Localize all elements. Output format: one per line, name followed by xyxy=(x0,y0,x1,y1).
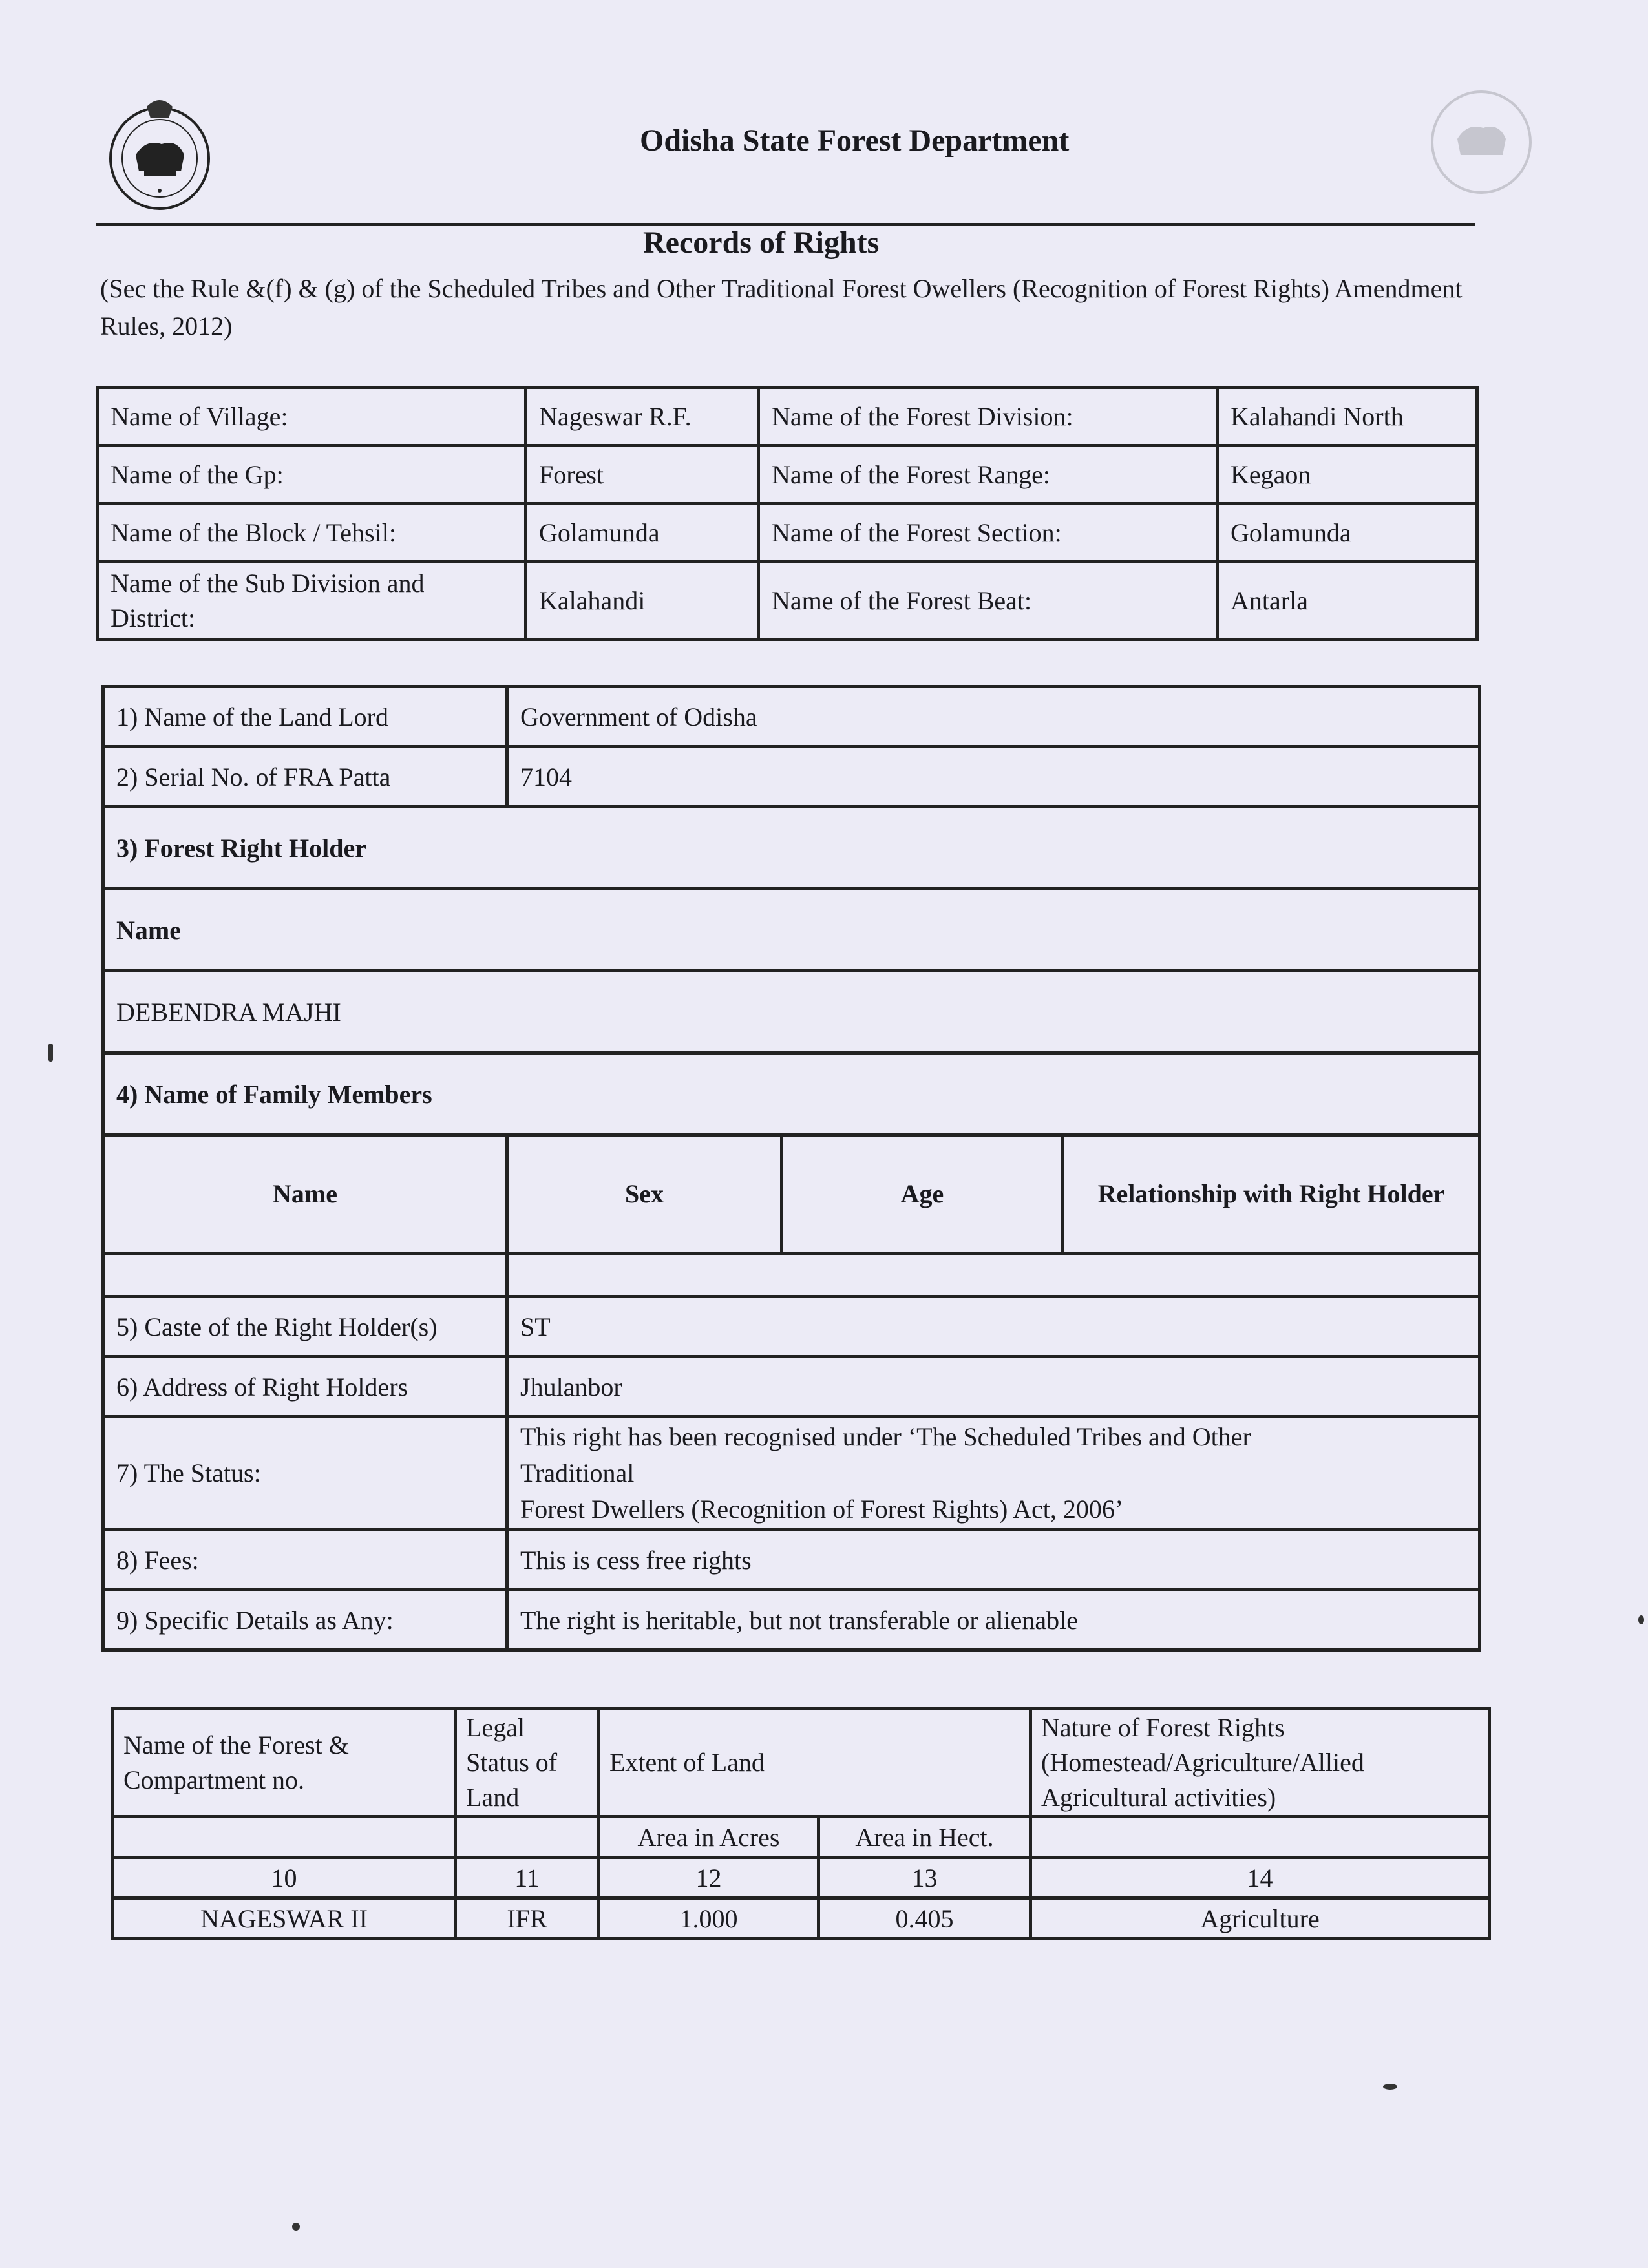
block-value: Golamunda xyxy=(526,504,759,562)
col-number: 10 xyxy=(113,1858,456,1898)
status-label: 7) The Status: xyxy=(103,1417,507,1530)
sub-division-label: Name of the Sub Division and District: xyxy=(98,562,526,640)
area-hect-value: 0.405 xyxy=(819,1898,1031,1939)
village-value: Nageswar R.F. xyxy=(526,388,759,446)
table-row xyxy=(103,1590,1480,1650)
scan-speck xyxy=(48,1044,53,1062)
status-line: Traditional xyxy=(520,1458,635,1487)
col-number: 13 xyxy=(819,1858,1031,1898)
nature-value: Agriculture xyxy=(1031,1898,1490,1939)
village-label: Name of Village: xyxy=(98,388,526,446)
table-row xyxy=(103,1254,1480,1297)
block-label: Name of the Block / Tehsil: xyxy=(98,504,526,562)
address-label: 6) Address of Right Holders xyxy=(103,1357,507,1417)
forest-division-value: Kalahandi North xyxy=(1218,388,1477,446)
land-col-hect: Area in Hect. xyxy=(819,1817,1031,1858)
document-title: Records of Rights xyxy=(643,226,880,260)
table-row xyxy=(103,687,1480,747)
family-col-age: Age xyxy=(782,1135,1063,1254)
family-col-name: Name xyxy=(103,1135,507,1254)
odisha-emblem-icon xyxy=(107,94,213,213)
table-row xyxy=(113,1898,1490,1939)
serial-label: 2) Serial No. of FRA Patta xyxy=(103,747,507,807)
table-row xyxy=(98,388,1477,446)
specific-value: The right is heritable, but not transferable or alienable xyxy=(507,1590,1480,1650)
land-col-forest: Name of the Forest & Compartment no. xyxy=(113,1709,456,1817)
land-lord-value: Government of Odisha xyxy=(507,687,1480,747)
land-empty-cell xyxy=(113,1817,456,1858)
land-col-acres: Area in Acres xyxy=(599,1817,819,1858)
table-row xyxy=(98,446,1477,504)
department-title: Odisha State Forest Department xyxy=(640,123,1070,158)
land-table xyxy=(111,1707,1491,1940)
table-row xyxy=(98,504,1477,562)
col-number: 12 xyxy=(599,1858,819,1898)
status-line: Forest Dwellers (Recognition of Forest Rights) Act, 2006’ xyxy=(520,1495,1124,1524)
gp-label: Name of the Gp: xyxy=(98,446,526,504)
land-empty-cell xyxy=(456,1817,599,1858)
location-table xyxy=(96,386,1479,641)
name-heading: Name xyxy=(103,889,1480,971)
gp-value: Forest xyxy=(526,446,759,504)
scan-speck xyxy=(1383,2084,1397,2090)
forest-section-value: Golamunda xyxy=(1218,504,1477,562)
family-empty-cell xyxy=(103,1254,507,1297)
family-col-sex: Sex xyxy=(507,1135,782,1254)
address-value: Jhulanbor xyxy=(507,1357,1480,1417)
caste-label: 5) Caste of the Right Holder(s) xyxy=(103,1297,507,1357)
family-empty-cell xyxy=(507,1254,1480,1297)
table-row xyxy=(103,1297,1480,1357)
land-col-legal: Legal Status of Land xyxy=(456,1709,599,1817)
family-col-relationship: Relationship with Right Holder xyxy=(1063,1135,1480,1254)
caste-value: ST xyxy=(507,1297,1480,1357)
col-number: 14 xyxy=(1031,1858,1490,1898)
table-row xyxy=(113,1709,1490,1817)
forest-beat-value: Antarla xyxy=(1218,562,1477,640)
scan-speck xyxy=(1638,1615,1644,1624)
table-row xyxy=(103,1053,1480,1135)
table-row xyxy=(103,1357,1480,1417)
document-subtitle: (Sec the Rule &(f) & (g) of the Scheduled Tribes and Other Traditional Forest Owellers (Recognition of Forest Rights) Amendment Rules, 2012) xyxy=(100,274,1463,341)
forest-compartment-value: NAGESWAR II xyxy=(113,1898,456,1939)
table-row xyxy=(103,807,1480,889)
land-lord-label: 1) Name of the Land Lord xyxy=(103,687,507,747)
fees-value: This is cess free rights xyxy=(507,1530,1480,1590)
land-empty-cell xyxy=(1031,1817,1490,1858)
land-col-nature: Nature of Forest Rights (Homestead/Agriculture/Allied Agricultural activities) xyxy=(1031,1709,1490,1817)
table-row xyxy=(98,562,1477,640)
legal-status-value: IFR xyxy=(456,1898,599,1939)
forest-section-label: Name of the Forest Section: xyxy=(759,504,1218,562)
status-value xyxy=(507,1417,1480,1530)
family-heading: 4) Name of Family Members xyxy=(103,1053,1480,1135)
table-row xyxy=(103,971,1480,1053)
details-table xyxy=(101,685,1481,1652)
fees-label: 8) Fees: xyxy=(103,1530,507,1590)
table-row xyxy=(103,889,1480,971)
table-row xyxy=(103,1417,1480,1530)
status-line: This right has been recognised under ‘The Scheduled Tribes and Other xyxy=(520,1422,1251,1451)
land-col-extent: Extent of Land xyxy=(599,1709,1031,1817)
forest-range-label: Name of the Forest Range: xyxy=(759,446,1218,504)
holder-name: DEBENDRA MAJHI xyxy=(103,971,1480,1053)
sub-division-value: Kalahandi xyxy=(526,562,759,640)
scan-speck xyxy=(292,2223,300,2231)
col-number: 11 xyxy=(456,1858,599,1898)
table-row xyxy=(113,1858,1490,1898)
holder-heading: 3) Forest Right Holder xyxy=(103,807,1480,889)
emblem-bleedthrough-icon xyxy=(1428,78,1535,197)
serial-value: 7104 xyxy=(507,747,1480,807)
table-row xyxy=(103,1135,1480,1254)
forest-range-value: Kegaon xyxy=(1218,446,1477,504)
table-row xyxy=(113,1817,1490,1858)
area-acres-value: 1.000 xyxy=(599,1898,819,1939)
table-row xyxy=(103,1530,1480,1590)
forest-division-label: Name of the Forest Division: xyxy=(759,388,1218,446)
table-row xyxy=(103,747,1480,807)
specific-label: 9) Specific Details as Any: xyxy=(103,1590,507,1650)
forest-beat-label: Name of the Forest Beat: xyxy=(759,562,1218,640)
